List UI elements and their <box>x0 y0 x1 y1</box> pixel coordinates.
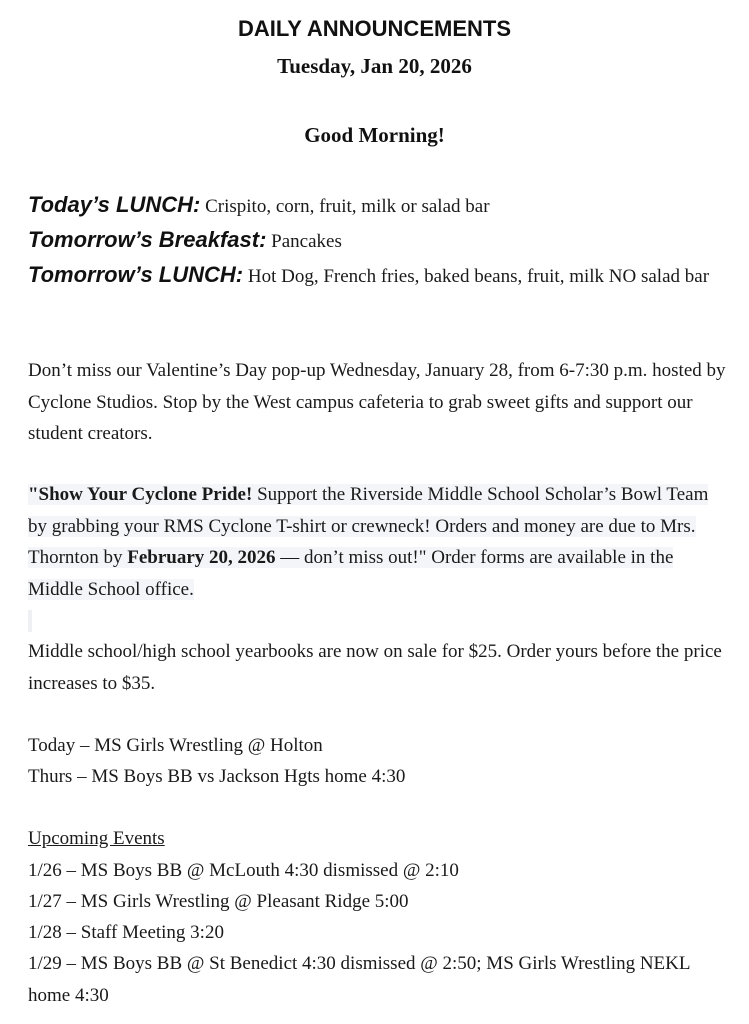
tomorrow-breakfast <box>28 224 728 257</box>
event-item: 1/28 – Staff Meeting 3:20 <box>28 922 224 943</box>
schedule-thursday: Thurs – MS Boys BB vs Jackson Hgts home 4:30 <box>28 766 406 787</box>
today-lunch-menu: Crispito, corn, fruit, milk or salad bar <box>200 196 490 217</box>
today-lunch-label: Today’s LUNCH: <box>28 192 201 217</box>
tomorrow-breakfast-menu: Pancakes <box>266 231 342 252</box>
upcoming-events-heading: Upcoming Events <box>28 828 165 849</box>
pride-text-2: — don’t miss out!" Order forms are available in the Middle School office. <box>28 547 674 600</box>
pride-text-1: Support the Riverside Middle School Scholar’s Bowl Team by grabbing your RMS Cyclone T-shirt or crewneck! Orders and money are due to Mrs. Thornton by <box>28 484 709 568</box>
announcement-date: Tuesday, Jan 20, 2026 <box>277 54 472 78</box>
page-title: DAILY ANNOUNCEMENTS <box>238 16 511 41</box>
tomorrow-lunch <box>28 259 728 292</box>
pride-due-date: February 20, 2026 <box>127 547 276 568</box>
today-lunch <box>28 189 728 222</box>
greeting: Good Morning! <box>304 123 445 147</box>
pride-announcement <box>28 479 728 605</box>
yearbook-announcement: Middle school/high school yearbooks are now on sale for $25. Order yours before the price increases to $35. <box>28 641 722 694</box>
event-item: 1/26 – MS Boys BB @ McLouth 4:30 dismissed @ 2:10 <box>28 860 459 881</box>
empty-line-marker <box>28 610 32 632</box>
tomorrow-lunch-menu: Hot Dog, French fries, baked beans, fruit, milk NO salad bar <box>243 266 710 287</box>
tomorrow-lunch-label: Tomorrow’s LUNCH: <box>28 262 244 287</box>
event-item: 1/27 – MS Girls Wrestling @ Pleasant Ridge 5:00 <box>28 891 409 912</box>
tomorrow-breakfast-label: Tomorrow’s Breakfast: <box>28 227 267 252</box>
valentine-announcement: Don’t miss our Valentine’s Day pop-up Wednesday, January 28, from 6-7:30 p.m. hosted by Cyclone Studios. Stop by the West campus cafeteria to grab sweet gifts and support our student creators. <box>28 360 726 444</box>
pride-text <box>28 484 708 600</box>
schedule-today: Today – MS Girls Wrestling @ Holton <box>28 735 323 756</box>
event-item: 1/29 – MS Boys BB @ St Benedict 4:30 dismissed @ 2:50; MS Girls Wrestling NEKL home 4:30 <box>28 953 690 1006</box>
pride-lead: "Show Your Cyclone Pride! <box>28 484 253 505</box>
